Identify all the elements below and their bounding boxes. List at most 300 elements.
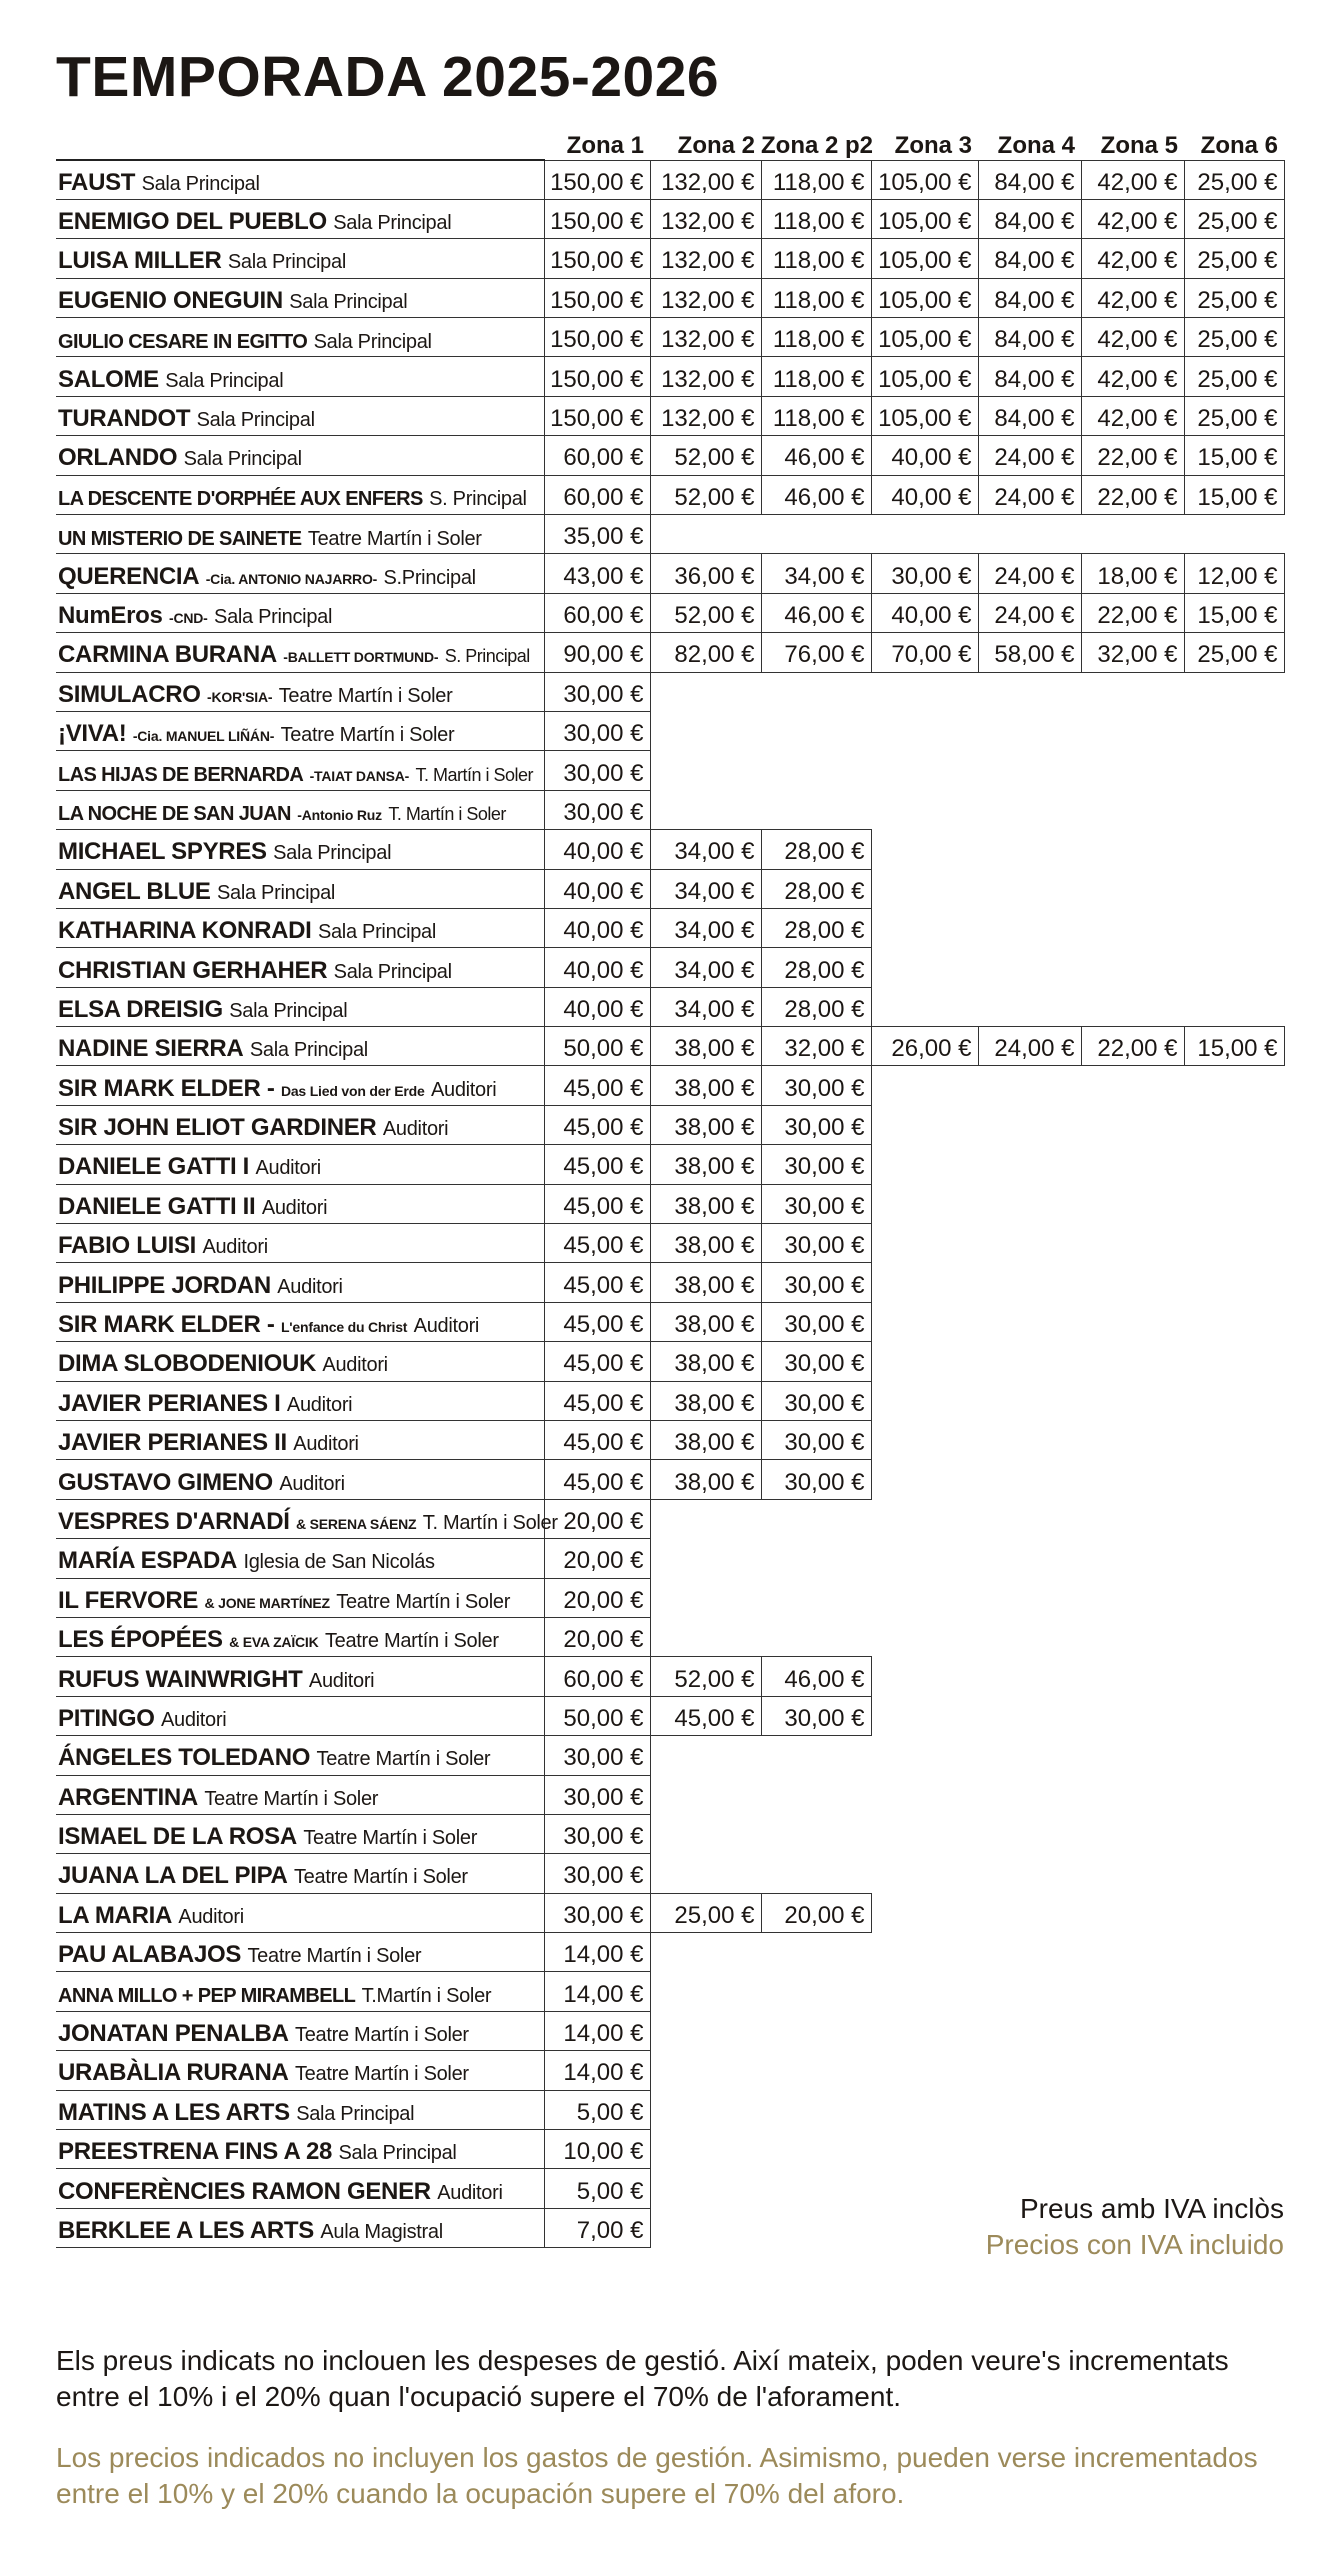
- price-cell-zone-7: 25,00 €: [1184, 239, 1284, 278]
- empty-cell: [1184, 751, 1284, 790]
- empty-cell: [761, 515, 871, 554]
- event-cell: [56, 160, 544, 199]
- price-cell-zone-1: 43,00 €: [544, 554, 650, 593]
- header-zone-2: Zona 2: [677, 131, 755, 159]
- event-name: CHRISTIAN GERHAHER: [58, 956, 328, 984]
- empty-cell: [978, 1184, 1081, 1223]
- empty-cell: [978, 1224, 1081, 1263]
- event-venue: T. Martín i Soler: [422, 1511, 558, 1534]
- empty-cell: [761, 1736, 871, 1775]
- event-venue: Auditori: [430, 1078, 497, 1101]
- empty-cell: [1184, 1972, 1284, 2011]
- price-cell-zone-1: 150,00 €: [544, 278, 650, 317]
- price-cell-zone-1: 14,00 €: [544, 2011, 650, 2050]
- empty-cell: [1081, 672, 1184, 711]
- event-venue: Sala Principal: [141, 172, 260, 195]
- price-cell-zone-2: 45,00 €: [650, 1696, 761, 1735]
- event-venue: Auditori: [261, 1196, 328, 1219]
- empty-cell: [871, 1066, 978, 1105]
- event-name: SIR JOHN ELIOT GARDINER: [58, 1114, 377, 1142]
- price-cell-zone-2: 25,00 €: [650, 1893, 761, 1932]
- empty-cell: [1081, 1933, 1184, 1972]
- empty-cell: [871, 1617, 978, 1656]
- price-cell-zone-2: 52,00 €: [650, 475, 761, 514]
- price-cell-zone-1: 7,00 €: [544, 2208, 650, 2247]
- table-row: [56, 751, 1284, 790]
- event-name: PHILIPPE JORDAN: [58, 1271, 271, 1299]
- price-cell-zone-6: 42,00 €: [1081, 396, 1184, 435]
- empty-cell: [1081, 1224, 1184, 1263]
- event-company: & SERENA SÁENZ: [296, 1515, 417, 1532]
- price-cell-zone-3: 118,00 €: [761, 357, 871, 396]
- price-cell-zone-2: 34,00 €: [650, 869, 761, 908]
- event-company: -CND-: [168, 609, 208, 626]
- empty-cell: [1081, 1617, 1184, 1656]
- price-cell-zone-2: 132,00 €: [650, 160, 761, 199]
- empty-cell: [871, 2169, 978, 2208]
- empty-cell: [978, 2051, 1081, 2090]
- price-cell-zone-5: 84,00 €: [978, 278, 1081, 317]
- event-cell: [56, 790, 544, 829]
- event-name: ANNA MILLO + PEP MIRAMBELL: [58, 1985, 356, 2008]
- empty-cell: [761, 1933, 871, 1972]
- event-name: PITINGO: [58, 1704, 155, 1732]
- empty-cell: [978, 1066, 1081, 1105]
- event-cell: [56, 711, 544, 750]
- price-cell-zone-4: 26,00 €: [871, 1027, 978, 1066]
- empty-cell: [1184, 987, 1284, 1026]
- price-cell-zone-2: 38,00 €: [650, 1145, 761, 1184]
- event-name: PREESTRENA FINS A 28: [58, 2138, 333, 2166]
- event-venue: Aula Magistral: [320, 2221, 443, 2243]
- price-cell-zone-5: 84,00 €: [978, 318, 1081, 357]
- price-cell-zone-2: 38,00 €: [650, 1184, 761, 1223]
- footnote-ca: Els preus indicats no inclouen les despeses de gestió. Així mateix, poden veure's incrementats entre el 10% i el 20% quan l'ocupació supere el 70% de l'aforament.: [56, 2345, 1229, 2412]
- event-name: DANIELE GATTI I: [58, 1153, 250, 1181]
- empty-cell: [1184, 2011, 1284, 2050]
- empty-cell: [1081, 987, 1184, 1026]
- empty-cell: [1184, 1342, 1284, 1381]
- event-venue: Teatre Martín i Soler: [293, 1866, 468, 1889]
- event-name: EUGENIO ONEGUIN: [58, 286, 283, 314]
- empty-cell: [978, 1617, 1081, 1656]
- price-cell-zone-3: 30,00 €: [761, 1066, 871, 1105]
- table-row: [56, 1302, 1284, 1341]
- empty-cell: [871, 1302, 978, 1341]
- empty-cell: [871, 2090, 978, 2129]
- table-row: [56, 633, 1284, 672]
- empty-cell: [871, 2208, 978, 2247]
- table-row: [56, 515, 1284, 554]
- event-name: FAUST: [58, 168, 136, 196]
- empty-cell: [650, 711, 761, 750]
- event-cell: [56, 2051, 544, 2090]
- empty-cell: [650, 515, 761, 554]
- empty-cell: [978, 1696, 1081, 1735]
- event-name: ¡VIVA!: [58, 720, 127, 748]
- table-row: [56, 1027, 1284, 1066]
- empty-cell: [978, 2130, 1081, 2169]
- price-cell-zone-5: 84,00 €: [978, 357, 1081, 396]
- event-name: DIMA SLOBODENIOUK: [58, 1350, 317, 1378]
- event-venue: Auditori: [322, 1354, 388, 1377]
- event-cell: [56, 239, 544, 278]
- event-name: JONATAN PENALBA: [58, 2020, 289, 2048]
- price-cell-zone-6: 42,00 €: [1081, 160, 1184, 199]
- empty-cell: [978, 2090, 1081, 2129]
- event-venue: Sala Principal: [196, 409, 315, 432]
- price-cell-zone-1: 150,00 €: [544, 318, 650, 357]
- event-venue: Sala Principal: [249, 1039, 368, 1062]
- price-rows: [56, 160, 1284, 2248]
- empty-cell: [978, 1460, 1081, 1499]
- event-cell: [56, 987, 544, 1026]
- price-cell-zone-1: 30,00 €: [544, 1814, 650, 1853]
- price-cell-zone-7: 25,00 €: [1184, 396, 1284, 435]
- event-venue: Sala Principal: [227, 251, 346, 274]
- price-cell-zone-2: 38,00 €: [650, 1105, 761, 1144]
- empty-cell: [978, 1657, 1081, 1696]
- price-cell-zone-5: 58,00 €: [978, 633, 1081, 672]
- empty-cell: [978, 1263, 1081, 1302]
- price-cell-zone-7: 15,00 €: [1184, 475, 1284, 514]
- price-cell-zone-1: 45,00 €: [544, 1184, 650, 1223]
- price-cell-zone-4: 70,00 €: [871, 633, 978, 672]
- price-cell-zone-1: 40,00 €: [544, 987, 650, 1026]
- event-venue: Teatre Martín i Soler: [278, 684, 453, 707]
- price-cell-zone-1: 60,00 €: [544, 1657, 650, 1696]
- event-cell: [56, 554, 544, 593]
- empty-cell: [871, 672, 978, 711]
- price-cell-zone-3: 28,00 €: [761, 987, 871, 1026]
- price-cell-zone-6: 22,00 €: [1081, 593, 1184, 632]
- empty-cell: [650, 1539, 761, 1578]
- price-cell-zone-1: 20,00 €: [544, 1499, 650, 1538]
- table-row: [56, 830, 1284, 869]
- price-cell-zone-1: 30,00 €: [544, 751, 650, 790]
- empty-cell: [650, 2208, 761, 2247]
- empty-cell: [978, 1854, 1081, 1893]
- price-cell-zone-5: 24,00 €: [978, 554, 1081, 593]
- price-cell-zone-1: 150,00 €: [544, 160, 650, 199]
- empty-cell: [1184, 1893, 1284, 1932]
- event-cell: [56, 1263, 544, 1302]
- empty-cell: [650, 1617, 761, 1656]
- header-zone-3: Zona 3: [894, 131, 972, 159]
- event-name: KATHARINA KONRADI: [58, 917, 312, 945]
- price-cell-zone-7: 25,00 €: [1184, 160, 1284, 199]
- price-cell-zone-2: 132,00 €: [650, 396, 761, 435]
- price-cell-zone-2: 38,00 €: [650, 1027, 761, 1066]
- event-venue: Teatre Martín i Soler: [307, 527, 482, 550]
- event-cell: [56, 1145, 544, 1184]
- empty-cell: [1081, 830, 1184, 869]
- empty-cell: [871, 908, 978, 947]
- empty-cell: [978, 672, 1081, 711]
- empty-cell: [978, 1578, 1081, 1617]
- price-cell-zone-3: 118,00 €: [761, 318, 871, 357]
- table-row: [56, 1933, 1284, 1972]
- empty-cell: [1184, 1381, 1284, 1420]
- price-cell-zone-7: 15,00 €: [1184, 436, 1284, 475]
- event-cell: [56, 515, 544, 554]
- empty-cell: [871, 1145, 978, 1184]
- empty-cell: [1081, 908, 1184, 947]
- event-venue: Teatre Martín i Soler: [247, 1945, 422, 1968]
- price-cell-zone-7: 15,00 €: [1184, 593, 1284, 632]
- table-row: [56, 948, 1284, 987]
- event-venue: Teatre Martín i Soler: [280, 724, 455, 747]
- price-cell-zone-5: 24,00 €: [978, 436, 1081, 475]
- event-venue: Auditori: [160, 1708, 227, 1731]
- event-company: -KOR'SIA-: [207, 688, 273, 705]
- event-cell: [56, 830, 544, 869]
- price-cell-zone-2: 34,00 €: [650, 908, 761, 947]
- event-name: BERKLEE A LES ARTS: [58, 2217, 314, 2244]
- empty-cell: [1081, 869, 1184, 908]
- event-venue: Teatre Martín i Soler: [204, 1787, 379, 1810]
- event-cell: [56, 1775, 544, 1814]
- empty-cell: [978, 1302, 1081, 1341]
- table-row: [56, 869, 1284, 908]
- empty-cell: [978, 1381, 1081, 1420]
- event-company: & JONE MARTÍNEZ: [204, 1594, 330, 1611]
- empty-cell: [1081, 1460, 1184, 1499]
- table-row: [56, 396, 1284, 435]
- price-cell-zone-1: 35,00 €: [544, 515, 650, 554]
- empty-cell: [1184, 1460, 1284, 1499]
- empty-cell: [761, 1617, 871, 1656]
- empty-cell: [871, 1736, 978, 1775]
- empty-cell: [1081, 1893, 1184, 1932]
- table-row: [56, 160, 1284, 199]
- price-cell-zone-3: 30,00 €: [761, 1696, 871, 1735]
- empty-cell: [1081, 2090, 1184, 2129]
- price-cell-zone-1: 45,00 €: [544, 1302, 650, 1341]
- empty-cell: [1081, 1854, 1184, 1893]
- event-venue: S.Principal: [383, 566, 476, 589]
- event-cell: [56, 593, 544, 632]
- price-cell-zone-3: 118,00 €: [761, 160, 871, 199]
- price-cell-zone-7: 25,00 €: [1184, 318, 1284, 357]
- event-cell: [56, 1893, 544, 1932]
- price-cell-zone-5: 84,00 €: [978, 160, 1081, 199]
- event-venue: Iglesia de San Nicolás: [243, 1551, 435, 1574]
- price-cell-zone-1: 50,00 €: [544, 1696, 650, 1735]
- empty-cell: [978, 1933, 1081, 1972]
- price-cell-zone-2: 132,00 €: [650, 239, 761, 278]
- empty-cell: [1081, 711, 1184, 750]
- event-venue: Auditori: [277, 1275, 343, 1298]
- page-title: TEMPORADA 2025-2026: [56, 45, 720, 109]
- event-name: LAS HIJAS DE BERNARDA: [58, 764, 304, 787]
- empty-cell: [871, 987, 978, 1026]
- table-row: [56, 1972, 1284, 2011]
- event-company: Das Lied von der Erde: [280, 1082, 425, 1099]
- price-cell-zone-1: 150,00 €: [544, 357, 650, 396]
- price-cell-zone-1: 45,00 €: [544, 1145, 650, 1184]
- event-venue: Sala Principal: [313, 330, 432, 353]
- price-cell-zone-6: 42,00 €: [1081, 357, 1184, 396]
- empty-cell: [761, 2090, 871, 2129]
- event-cell: [56, 2208, 544, 2247]
- event-name: SIR MARK ELDER -: [58, 1074, 275, 1102]
- event-cell: [56, 1421, 544, 1460]
- event-name: ORLANDO: [58, 444, 178, 472]
- event-cell: [56, 633, 544, 672]
- price-cell-zone-1: 45,00 €: [544, 1381, 650, 1420]
- price-cell-zone-1: 45,00 €: [544, 1066, 650, 1105]
- price-cell-zone-1: 60,00 €: [544, 593, 650, 632]
- table-row: [56, 2130, 1284, 2169]
- empty-cell: [871, 948, 978, 987]
- event-cell: [56, 1066, 544, 1105]
- event-name: MICHAEL SPYRES: [58, 838, 267, 866]
- price-cell-zone-3: 30,00 €: [761, 1105, 871, 1144]
- price-cell-zone-3: 28,00 €: [761, 869, 871, 908]
- empty-cell: [650, 1972, 761, 2011]
- empty-cell: [1081, 1775, 1184, 1814]
- empty-cell: [650, 1854, 761, 1893]
- price-cell-zone-3: 118,00 €: [761, 396, 871, 435]
- empty-cell: [1184, 2130, 1284, 2169]
- price-cell-zone-3: 30,00 €: [761, 1263, 871, 1302]
- empty-cell: [1184, 1736, 1284, 1775]
- empty-cell: [978, 790, 1081, 829]
- event-cell: [56, 2090, 544, 2129]
- empty-cell: [1081, 2130, 1184, 2169]
- empty-cell: [978, 515, 1081, 554]
- empty-cell: [871, 751, 978, 790]
- price-cell-zone-7: 25,00 €: [1184, 357, 1284, 396]
- event-venue: Auditori: [413, 1315, 480, 1338]
- price-cell-zone-6: 32,00 €: [1081, 633, 1184, 672]
- empty-cell: [1184, 830, 1284, 869]
- empty-cell: [1184, 1814, 1284, 1853]
- empty-cell: [650, 1814, 761, 1853]
- event-name: LA MARIA: [58, 1901, 173, 1929]
- empty-cell: [978, 1814, 1081, 1853]
- empty-cell: [650, 1933, 761, 1972]
- price-cell-zone-4: 30,00 €: [871, 554, 978, 593]
- event-name: VESPRES D'ARNADÍ: [58, 1507, 290, 1535]
- event-venue: S. Principal: [429, 488, 527, 511]
- table-row: [56, 2011, 1284, 2050]
- empty-cell: [871, 1499, 978, 1538]
- empty-cell: [1184, 1854, 1284, 1893]
- price-cell-zone-1: 30,00 €: [544, 1775, 650, 1814]
- table-row: [56, 711, 1284, 750]
- empty-cell: [1184, 1302, 1284, 1341]
- price-cell-zone-6: 22,00 €: [1081, 475, 1184, 514]
- table-row: [56, 1775, 1284, 1814]
- event-cell: [56, 1224, 544, 1263]
- table-row: [56, 357, 1284, 396]
- price-cell-zone-5: 24,00 €: [978, 593, 1081, 632]
- price-table: [56, 125, 1285, 2248]
- header-zone-4: Zona 4: [997, 131, 1075, 159]
- price-cell-zone-1: 30,00 €: [544, 672, 650, 711]
- event-company: & EVA ZAÏCIK: [229, 1634, 319, 1651]
- event-company: -BALLETT DORTMUND-: [283, 649, 439, 666]
- empty-cell: [761, 790, 871, 829]
- empty-cell: [761, 1775, 871, 1814]
- event-venue: Teatre Martín i Soler: [336, 1590, 511, 1613]
- event-name: JAVIER PERIANES I: [58, 1389, 281, 1417]
- event-venue: Auditori: [293, 1433, 359, 1456]
- empty-cell: [1081, 751, 1184, 790]
- price-cell-zone-3: 20,00 €: [761, 1893, 871, 1932]
- table-row: [56, 554, 1284, 593]
- price-cell-zone-1: 45,00 €: [544, 1105, 650, 1144]
- price-cell-zone-1: 45,00 €: [544, 1342, 650, 1381]
- price-cell-zone-3: 46,00 €: [761, 593, 871, 632]
- empty-cell: [1184, 2090, 1284, 2129]
- price-cell-zone-2: 38,00 €: [650, 1421, 761, 1460]
- event-name: PAU ALABAJOS: [58, 1941, 242, 1969]
- price-cell-zone-6: 42,00 €: [1081, 278, 1184, 317]
- table-row: [56, 1736, 1284, 1775]
- event-name: DANIELE GATTI II: [58, 1192, 256, 1220]
- price-cell-zone-3: 46,00 €: [761, 475, 871, 514]
- event-name: TURANDOT: [58, 405, 191, 433]
- price-cell-zone-4: 105,00 €: [871, 239, 978, 278]
- empty-cell: [1081, 790, 1184, 829]
- price-cell-zone-1: 20,00 €: [544, 1617, 650, 1656]
- empty-cell: [871, 2011, 978, 2050]
- table-row: [56, 987, 1284, 1026]
- event-venue: Sala Principal: [229, 999, 348, 1022]
- empty-cell: [871, 1381, 978, 1420]
- table-row: [56, 1854, 1284, 1893]
- event-cell: [56, 396, 544, 435]
- price-cell-zone-3: 30,00 €: [761, 1460, 871, 1499]
- price-cell-zone-3: 30,00 €: [761, 1421, 871, 1460]
- price-cell-zone-3: 28,00 €: [761, 830, 871, 869]
- price-cell-zone-4: 105,00 €: [871, 278, 978, 317]
- empty-cell: [871, 711, 978, 750]
- empty-cell: [1184, 1933, 1284, 1972]
- event-venue: Sala Principal: [165, 369, 284, 392]
- empty-cell: [871, 1893, 978, 1932]
- empty-cell: [1184, 1499, 1284, 1538]
- vat-included-note-es: Precios con IVA incluido: [985, 2229, 1284, 2260]
- empty-cell: [871, 1775, 978, 1814]
- event-cell: [56, 1105, 544, 1144]
- empty-cell: [650, 2051, 761, 2090]
- empty-cell: [1081, 1302, 1184, 1341]
- empty-cell: [1081, 1421, 1184, 1460]
- empty-cell: [1081, 1578, 1184, 1617]
- event-cell: [56, 869, 544, 908]
- event-cell: [56, 948, 544, 987]
- price-cell-zone-1: 5,00 €: [544, 2169, 650, 2208]
- empty-cell: [761, 1854, 871, 1893]
- price-cell-zone-1: 30,00 €: [544, 1736, 650, 1775]
- event-venue: Auditori: [382, 1118, 449, 1141]
- empty-cell: [1184, 790, 1284, 829]
- empty-cell: [761, 2051, 871, 2090]
- table-row: [56, 1578, 1284, 1617]
- event-cell: [56, 1027, 544, 1066]
- empty-cell: [761, 1972, 871, 2011]
- event-venue: Sala Principal: [317, 921, 437, 944]
- event-name: LUISA MILLER: [58, 247, 222, 275]
- event-name: LA NOCHE DE SAN JUAN: [58, 803, 291, 826]
- empty-cell: [1184, 1775, 1284, 1814]
- price-cell-zone-2: 38,00 €: [650, 1342, 761, 1381]
- event-cell: [56, 1736, 544, 1775]
